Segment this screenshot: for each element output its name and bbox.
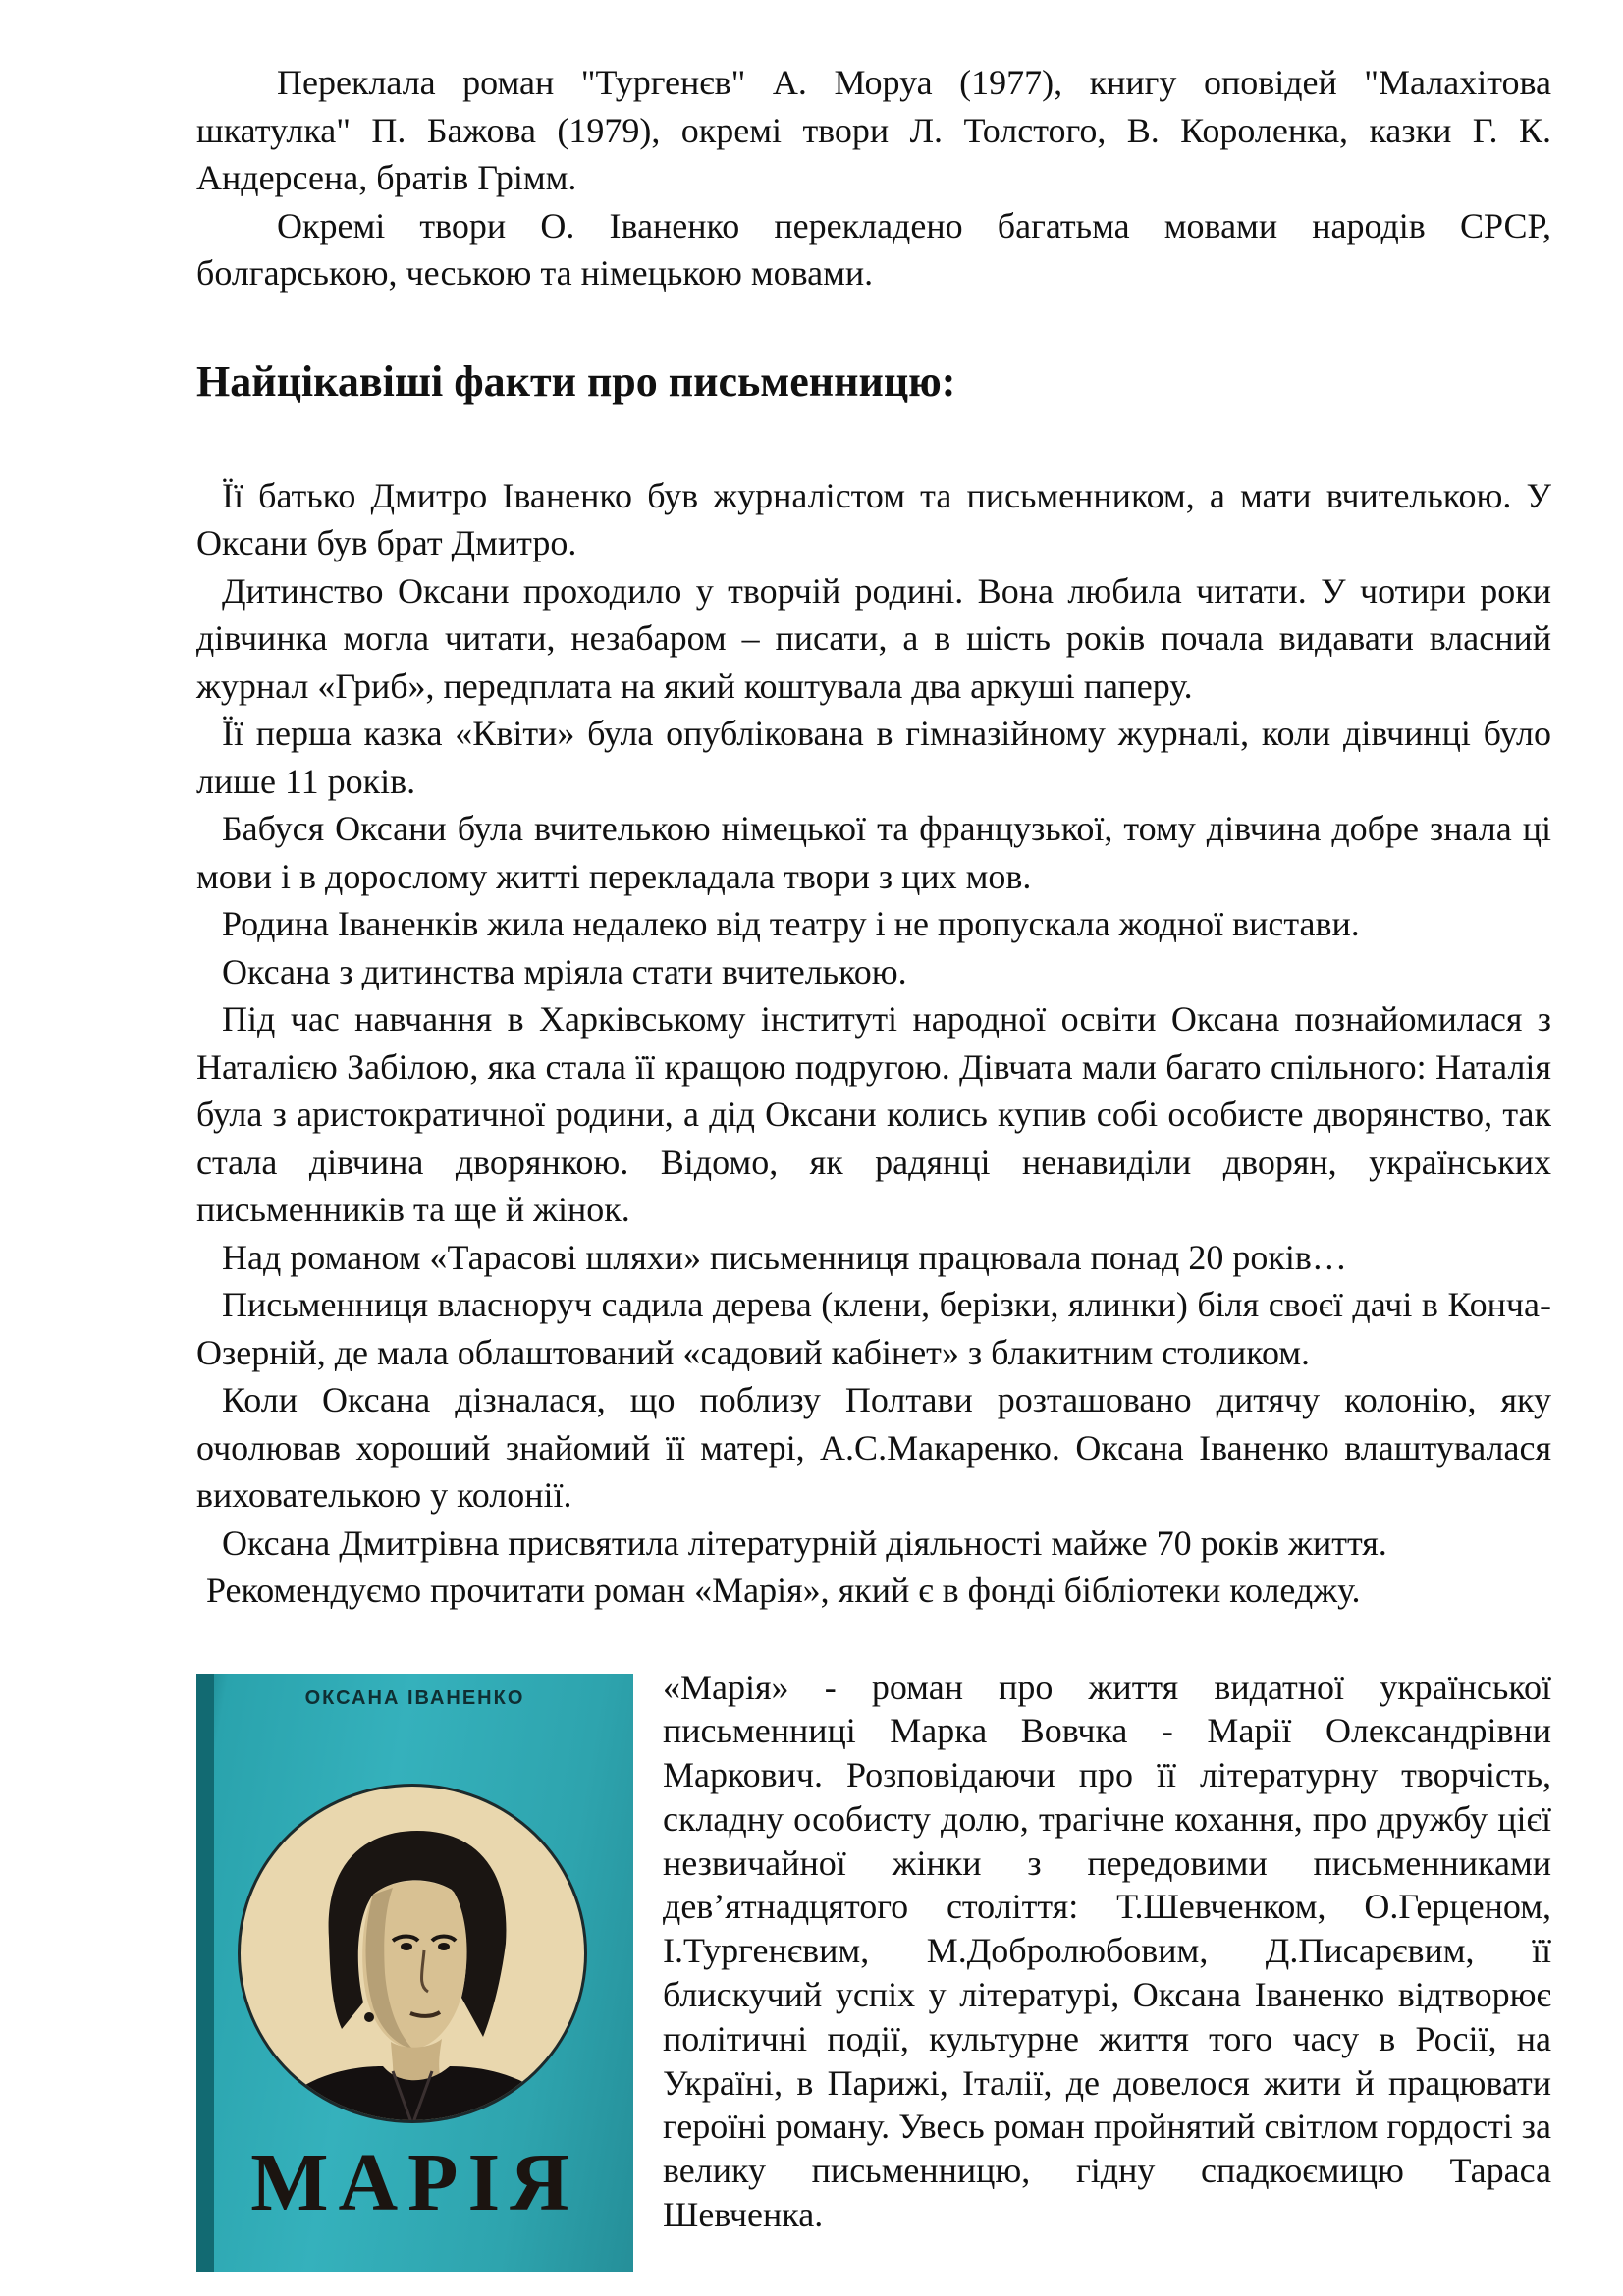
recommendation-paragraph: Рекомендуємо прочитати роман «Марія», який є в фонді бібліотеки коледжу. bbox=[206, 1571, 1361, 1610]
cover-title: МАРІЯ bbox=[250, 2136, 579, 2228]
book-description bbox=[663, 1666, 1551, 2237]
book-cover-image bbox=[196, 1674, 633, 2272]
fact-paragraph: Коли Оксана дізналася, що поблизу Полтави розташовано дитячу колонію, яку очолював хороший знайомий її матері, А.С.Макаренко. Оксана Іваненко влаштувалася вихователькою у колонії. bbox=[196, 1380, 1551, 1515]
fact-paragraph: Над романом «Тарасові шляхи» письменниця працювала понад 20 років… bbox=[222, 1237, 1347, 1277]
book-description-paragraph: «Марія» - роман про життя видатної української письменниці Марка Вовчка - Марії Олександрівни Маркович. Розповідаючи про її літературну творчість, складну особисту долю, трагічне кохання, про дружбу цієї незвичайної жінки з передовими письменниками дев’ятнадцятого століття: Т.Шевченком, О.Герценом, І.Тургенєвим, М.Добролюбовим, Д.Писарєвим, її блискучий успіх у літературі, Оксана Іваненко відтворює політичні події, культурне життя того часу в Росії, на Україні, в Парижі, Італії, де довелося жити й працювати героїні роману. Увесь роман пройнятий світлом гордості за велику письменницю, гідну спадкоємицю Тараса Шевченка. bbox=[663, 1667, 1551, 2235]
fact-paragraph: Під час навчання в Харківському інституті народної освіти Оксана познайомилася з Наталією Забілою, яка стала її кращою подругою. Дівчата мали багато спільного: Наталія була з аристократичної родини, а дід Оксани колись купив собі особисте дворянство, так стала дівчина дворянкою. Відомо, як радянці ненавиділи дворян, українських письменників та ще й жінок. bbox=[196, 999, 1551, 1229]
fact-paragraph: Оксана з дитинства мріяла стати вчителькою. bbox=[222, 951, 907, 991]
fact-paragraph: Її батько Дмитро Іваненко був журналістом та письменником, а мати вчителькою. У Оксани був брат Дмитро. bbox=[196, 475, 1551, 562]
portrait-illustration bbox=[226, 1772, 604, 2125]
fact-paragraph: Письменниця власноруч садила дерева (клени, берізки, ялинки) біля своєї дачі в Конча-Озерній, де мала облаштований «садовий кабінет» з блакитним столиком. bbox=[196, 1285, 1551, 1372]
intro-paragraph: Окремі твори О. Іваненко перекладено багатьма мовами народів СРСР, болгарською, чеською та німецькою мовами. bbox=[196, 205, 1551, 293]
intro-paragraph: Переклала роман "Тургенєв" А. Моруа (1977), книгу оповідей "Малахітова шкатулка" П. Бажова (1979), окремі твори Л. Толстого, В. Короленка, казки Г. К. Андерсена, братів Грімм. bbox=[196, 63, 1551, 197]
fact-paragraph: Родина Іваненків жила недалеко від театру і не пропускала жодної вистави. bbox=[222, 904, 1360, 943]
fact-paragraph: Дитинство Оксани проходило у творчій родині. Вона любила читати. У чотири роки дівчинка могла читати, незабаром – писати, а в шість років почала видавати власний журнал «Гриб», передплата на який коштувала два аркуші паперу. bbox=[196, 570, 1551, 706]
intro-section bbox=[196, 59, 1551, 297]
facts-list bbox=[196, 472, 1551, 1615]
fact-paragraph: Бабуся Оксани була вчителькою німецької та французької, тому дівчина добре знала ці мови і в дорослому житті перекладала твори з цих мов. bbox=[196, 809, 1551, 896]
fact-paragraph: Оксана Дмитрівна присвятила літературній діяльності майже 70 років життя. bbox=[222, 1522, 1387, 1563]
book-section bbox=[196, 1666, 1551, 2284]
facts-heading: Найцікавіші факти про письменницю: bbox=[196, 356, 956, 405]
fact-paragraph: Її перша казка «Квіти» була опублікована в гімназійному журналі, коли дівчинці було лише 11 років. bbox=[196, 714, 1551, 801]
document-page bbox=[196, 59, 1551, 2284]
cover-author: ОКСАНА ІВАНЕНКО bbox=[304, 1686, 525, 1709]
